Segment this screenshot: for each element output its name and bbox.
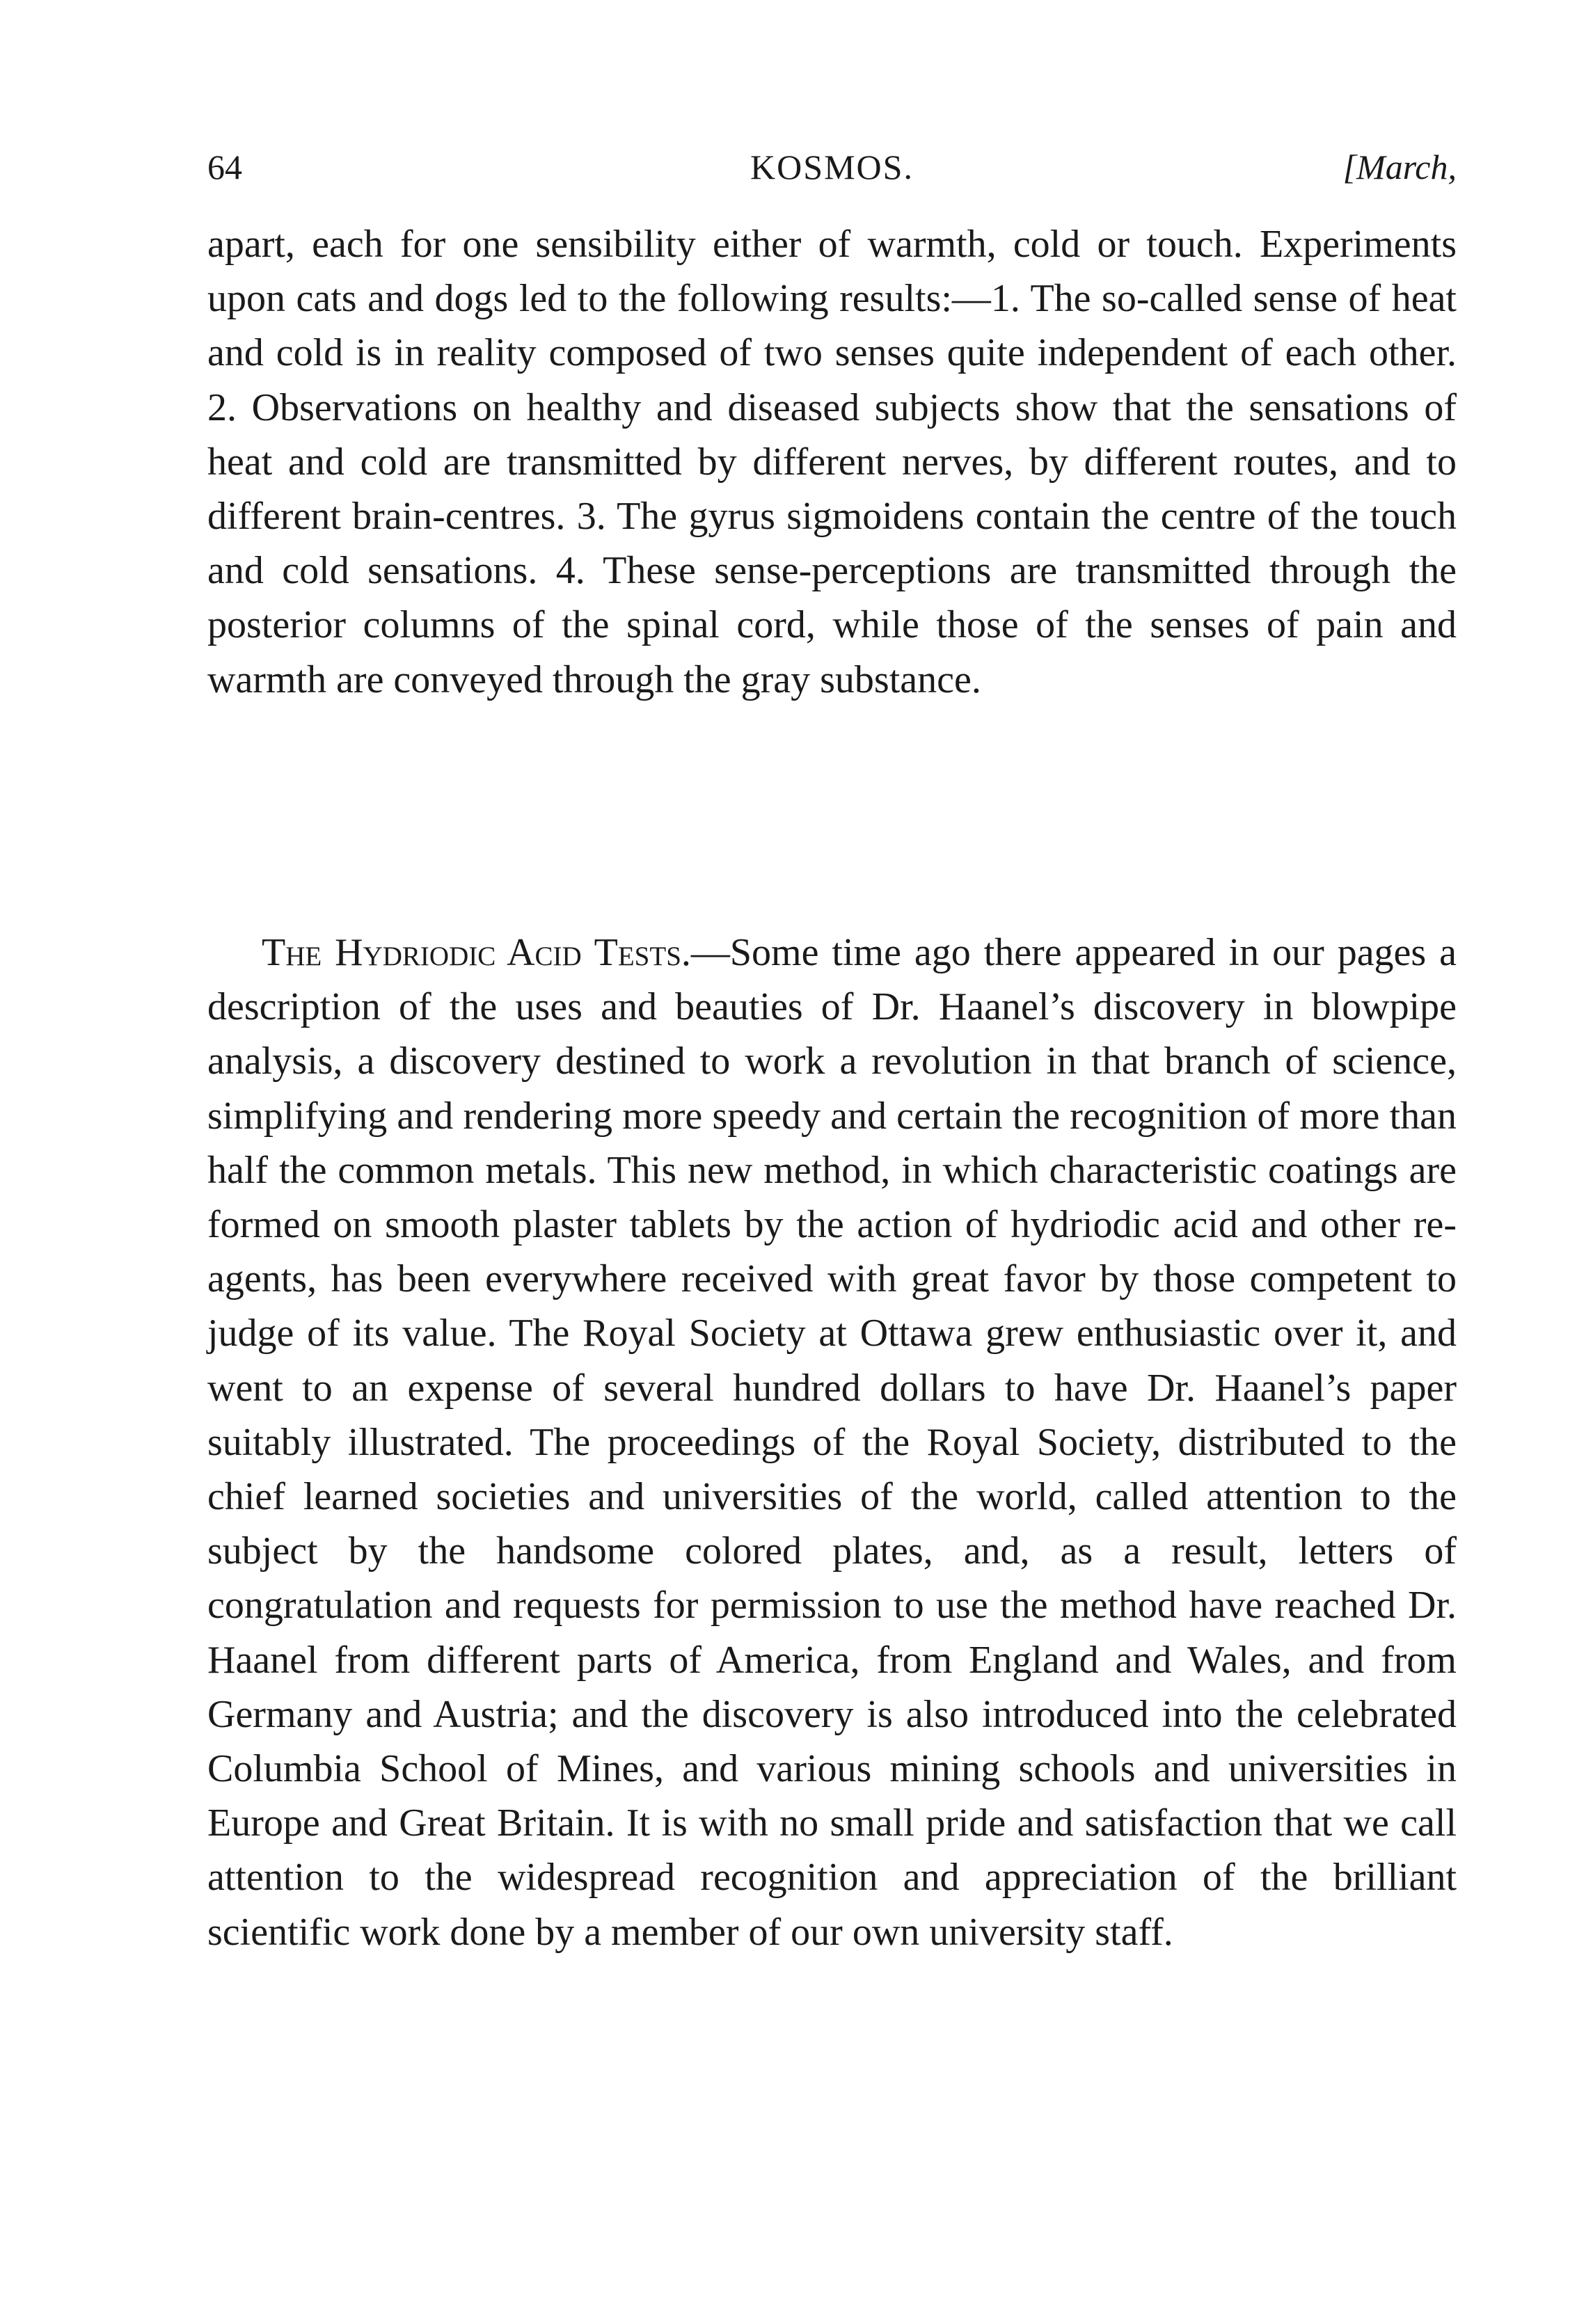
section-heading: The Hydriodic Acid Tests. [262, 931, 691, 974]
issue-month: [March, [1342, 148, 1457, 186]
page-number: 64 [207, 148, 242, 186]
body-paragraph [207, 217, 1457, 707]
paragraph-text: —Some time ago there appeared in our pages a description of the uses and beauties of Dr. Haanel’s discovery in blowpipe analysis, a discovery destined to work a revolution in that branch of science, simplifying and rendering more speedy and certain the recognition of more than half the common metals. This new method, in which characteristic coatings are formed on smooth plaster tablets by the action of hydriodic acid and other re-agents, has been everywhere received with great favor by those competent to judge of its value. The Royal Society at Ottawa grew enthusiastic over it, and went to an expense of several hundred dollars to have Dr. Haanel’s paper suitably illustrated. The proceedings of the Royal Society, distributed to the chief learned societies and universities of the world, called attention to the subject by the handsome colored plates, and, as a result, letters of congratulation and requests for permission to use the method have reached Dr. Haanel from different parts of America, from England and Wales, and from Germany and Austria; and the discovery is also introduced into the celebrated Columbia School of Mines, and various mining schools and universities in Europe and Great Britain. It is with no small pride and satisfaction that we call attention to the widespread recognition and appreciation of the brilliant scientific work done by a member of our own university staff. [207, 931, 1457, 1954]
page-header [207, 139, 1457, 195]
body-paragraph [207, 925, 1457, 1959]
paragraph-text: apart, each for one sensibility either of warmth, cold or touch. Experiments upon cats and dogs led to the following results:—1. The so-called sense of heat and cold is in reality composed of two senses quite independent of each other. 2. Observations on healthy and diseased subjects show that the sensations of heat and cold are transmitted by different nerves, by different routes, and to different brain-centres. 3. The gyrus sigmoidens contain the centre of the touch and cold sensations. 4. These sense-perceptions are transmitted through the posterior columns of the spinal cord, while those of the senses of pain and warmth are conveyed through the gray substance. [207, 223, 1457, 701]
running-title: KOSMOS. [750, 148, 914, 186]
